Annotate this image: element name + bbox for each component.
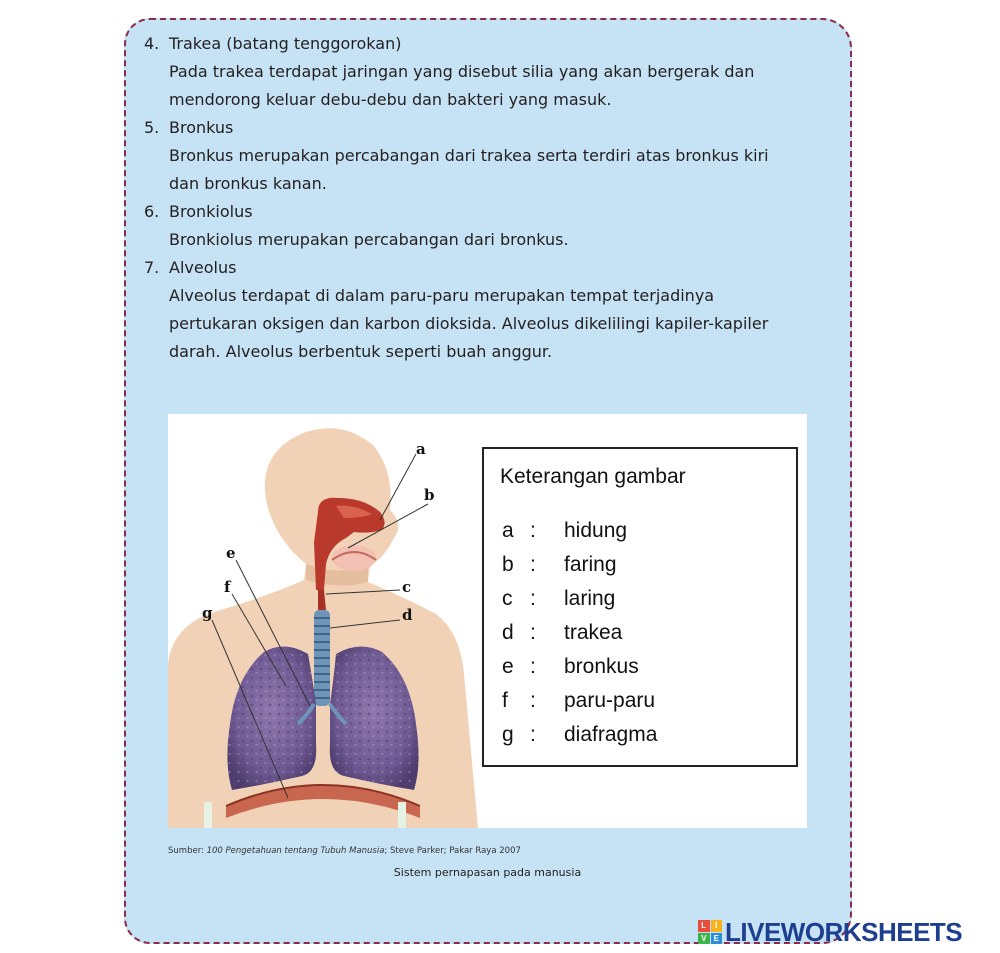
item-heading: 5. Bronkus xyxy=(144,118,234,137)
brand-name: LIVEWORKSHEETS xyxy=(725,916,963,947)
list-item xyxy=(144,198,828,254)
figure-caption: Sistem pernapasan pada manusia xyxy=(393,866,582,879)
legend-row: b : faring xyxy=(502,553,617,576)
legend-row: c : laring xyxy=(502,587,616,610)
label-a: a xyxy=(416,440,426,458)
respiratory-illustration xyxy=(168,414,478,828)
paragraph-line: Bronkus merupakan percabangan dari trakea serta terdiri atas bronkus kiri xyxy=(169,146,769,165)
respiratory-figure xyxy=(168,414,807,828)
label-f: f xyxy=(224,578,231,596)
paragraph-line: dan bronkus kanan. xyxy=(169,174,327,193)
paragraph-line: darah. Alveolus berbentuk seperti buah anggur. xyxy=(169,342,553,361)
source-title: 100 Pengetahuan tentang Tubuh Manusia xyxy=(206,846,385,856)
item-title: Alveolus xyxy=(169,258,237,277)
paragraph-line: pertukaran oksigen dan karbon dioksida. Alveolus dikelilingi kapiler-kapiler xyxy=(169,314,769,333)
label-e: e xyxy=(226,544,236,562)
paragraph-line: Bronkiolus merupakan percabangan dari bronkus. xyxy=(169,230,569,249)
item-title: Bronkiolus xyxy=(169,202,253,221)
item-heading: 7. Alveolus xyxy=(144,258,237,277)
trachea xyxy=(314,610,330,706)
label-c: c xyxy=(402,578,412,596)
item-title: Trakea (batang tenggorokan) xyxy=(169,34,402,53)
legend-box xyxy=(482,447,798,767)
label-d: d xyxy=(402,606,413,624)
paragraph-line: Alveolus terdapat di dalam paru-paru merupakan tempat terjadinya xyxy=(169,286,715,305)
list-item xyxy=(144,30,828,114)
legend-row: f : paru-paru xyxy=(502,689,656,712)
item-paragraph xyxy=(144,226,828,254)
liveworksheets-logo[interactable] xyxy=(698,916,962,948)
source-credit: Sumber: 100 Pengetahuan tentang Tubuh Manusia; Steve Parker; Pakar Raya 2007 xyxy=(168,846,521,856)
paragraph-line: Pada trakea terdapat jaringan yang disebut silia yang akan bergerak dan xyxy=(169,62,755,81)
legend-row: e : bronkus xyxy=(502,655,639,678)
paragraph-line: mendorong keluar debu-debu dan bakteri yang masuk. xyxy=(169,90,612,109)
item-paragraph xyxy=(144,58,828,114)
brand-icon: L I V E xyxy=(698,920,722,944)
item-title: Bronkus xyxy=(169,118,234,137)
item-heading: 4. Trakea (batang tenggorokan) xyxy=(144,34,402,53)
item-paragraph xyxy=(144,282,828,366)
list-item xyxy=(144,254,828,366)
item-heading: 6. Bronkiolus xyxy=(144,202,253,221)
item-paragraph xyxy=(144,142,828,198)
item-list xyxy=(144,30,828,366)
legend-title: Keterangan gambar xyxy=(500,465,686,488)
label-b: b xyxy=(424,486,435,504)
list-item xyxy=(144,114,828,198)
label-g: g xyxy=(202,604,213,622)
legend-row: a : hidung xyxy=(502,519,628,542)
legend-row: d : trakea xyxy=(502,621,623,644)
legend-row: g : diafragma xyxy=(502,723,658,746)
